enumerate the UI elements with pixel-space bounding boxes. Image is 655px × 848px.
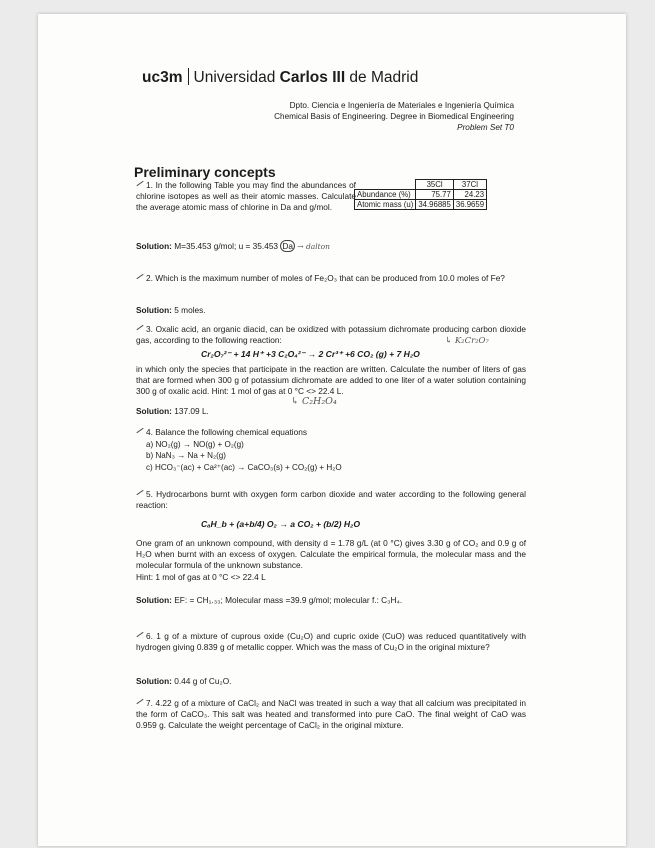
logo-uc3m: uc3m <box>142 69 183 86</box>
department-header <box>274 100 514 133</box>
logo-text-pre: Universidad <box>193 69 280 86</box>
handwritten-note: → dalton <box>297 242 330 251</box>
document-page <box>38 14 626 846</box>
problem-5-solution: Solution: EF: = CH₁.₃₃; Molecular mass =39.9 g/mol; molecular f.: C₃H₄. <box>136 595 403 605</box>
problem-1-text: In the following Table you may find the abundances of chlorine isotopes as well as their atomic masses. Calculate the average atomic mass of chlorine in Da and g/mol. <box>136 180 356 213</box>
logo-separator <box>188 68 189 85</box>
logo-text-bold: Carlos III <box>279 69 346 86</box>
problem-1-solution: Solution: M=35.453 g/mol; u = 35.453 Da → dalton <box>136 241 330 251</box>
problem-5-hint: Hint: 1 mol of gas at 0 °C <> 22.4 L <box>136 572 266 582</box>
problem-3-equation: Cr₂O₇²⁻ + 14 H⁺ +3 C₂O₄²⁻ → 2 Cr³⁺ +6 CO₂ (g) + 7 H₂O <box>201 349 420 359</box>
strike-mark <box>136 181 143 186</box>
problem-4-equations <box>146 439 342 473</box>
problem-5: 5. Hydrocarbons burnt with oxygen form carbon dioxide and water according to the following general reaction: <box>136 489 527 511</box>
list-item: b) NaN₃ → Na + N₂(g) <box>146 451 226 461</box>
table-header-37cl: 37Cl <box>453 180 486 190</box>
handwritten-note: ↳ K₂Cr₂O₇ <box>445 336 489 346</box>
problem-set-label: Problem Set T0 <box>457 123 514 132</box>
problem-3-text-a: Oxalic acid, an organic diacid, can be oxidized with potassium dichromate producing carbon dioxide gas, according to the following reaction: <box>136 324 526 346</box>
problem-3-solution: Solution: 137.09 L. <box>136 406 209 416</box>
strike-mark <box>136 632 143 637</box>
strike-mark <box>136 490 143 495</box>
problem-5-text-a: Hydrocarbons burnt with oxygen form carbon dioxide and water according to the following general reaction: <box>136 489 527 511</box>
handwritten-note: ↳ C₂H₂O₄ <box>291 396 337 407</box>
logo-text-post: de Madrid <box>345 69 419 86</box>
problem-6-solution: Solution: 0.44 g of Cu₂O. <box>136 676 232 686</box>
problem-4-text: Balance the following chemical equations <box>155 427 307 437</box>
strike-mark <box>136 699 143 704</box>
section-title: Preliminary concepts <box>134 164 276 180</box>
problem-1: 1. In the following Table you may find the abundances of chlorine isotopes as well as their atomic masses. Calculate the average atomic mass of chlorine in Da and g/mol. <box>136 180 356 213</box>
list-item: a) NO₂(g) → NO(g) + O₂(g) <box>146 440 244 449</box>
table-header-35cl: 35Cl <box>416 180 454 190</box>
table-row: Atomic mass (u) 34.96885 36.9659 <box>355 200 487 210</box>
problem-7-text: 4.22 g of a mixture of CaCl₂ and NaCl was treated in such a way that all calcium was precipitated in the form of CaCO₃. This salt was heated and transformed into pure CaO. The final weight of CaO was 0.959 g. Calculate the weight percentage of CaCl₂ in the original mixture. <box>136 698 526 731</box>
problem-7: 7. 4.22 g of a mixture of CaCl₂ and NaCl was treated in such a way that all calcium was precipitated in the form of CaCO₃. This salt was heated and transformed into pure CaO. The final weight of CaO was 0.959 g. Calculate the weight percentage of CaCl₂ in the original mixture. <box>136 698 526 731</box>
problem-4: 4. Balance the following chemical equations <box>136 427 526 438</box>
problem-2-text: Which is the maximum number of moles of Fe₂O₃ that can be produced from 10.0 moles of Fe? <box>155 273 505 283</box>
strike-mark <box>136 428 143 433</box>
strike-mark <box>136 274 143 279</box>
isotope-table <box>354 179 487 210</box>
problem-2: 2. Which is the maximum number of moles of Fe₂O₃ that can be produced from 10.0 moles of Fe? <box>136 273 526 284</box>
problem-5-equation: CₐH_b + (a+b/4) O₂ → a CO₂ + (b/2) H₂O <box>201 519 361 529</box>
dept-line-2: Chemical Basis of Engineering. Degree in Biomedical Engineering <box>274 112 514 121</box>
problem-6: 6. 1 g of a mixture of cuprous oxide (Cu₂O) and cupric oxide (CuO) was reduced quantitatively with hydrogen giving 0.839 g of metallic copper. Which was the mass of Cu₂O in the original mixture? <box>136 631 526 653</box>
problem-3-text-b: in which only the species that participate in the reaction are written. Calculate the number of liters of gas that are formed when 300 g of potassium dichromate are added to one liter of a water solution containing 300 g of oxalic acid. Hint: 1 mol of gas at 0 °C <> 22.4 L. <box>136 364 526 397</box>
problem-3: 3. Oxalic acid, an organic diacid, can be oxidized with potassium dichromate producing carbon dioxide gas, according to the following reaction: <box>136 324 526 346</box>
problem-5-text-b: One gram of an unknown compound, with density d = 1.78 g/L (at 0 °C) gives 3.30 g of CO₂ and 0.9 g of H₂O when burnt with an excess of oxygen. Calculate the empirical formula, the molecular mass and the molecular formula of the unknown substance. <box>136 538 526 571</box>
table-row: Abundance (%) 75.77 24.23 <box>355 190 487 200</box>
strike-mark <box>136 325 143 330</box>
problem-2-solution: Solution: 5 moles. <box>136 305 206 315</box>
problem-6-text: 1 g of a mixture of cuprous oxide (Cu₂O) and cupric oxide (CuO) was reduced quantitatively with hydrogen giving 0.839 g of metallic copper. Which was the mass of Cu₂O in the original mixture? <box>136 631 526 653</box>
list-item: c) HCO₃⁻(ac) + Ca²⁺(ac) → CaCO₃(s) + CO₂(g) + H₂O <box>146 462 342 472</box>
university-logo <box>142 68 418 87</box>
dept-line-1: Dpto. Ciencia e Ingeniería de Materiales e Ingeniería Química <box>289 101 514 110</box>
